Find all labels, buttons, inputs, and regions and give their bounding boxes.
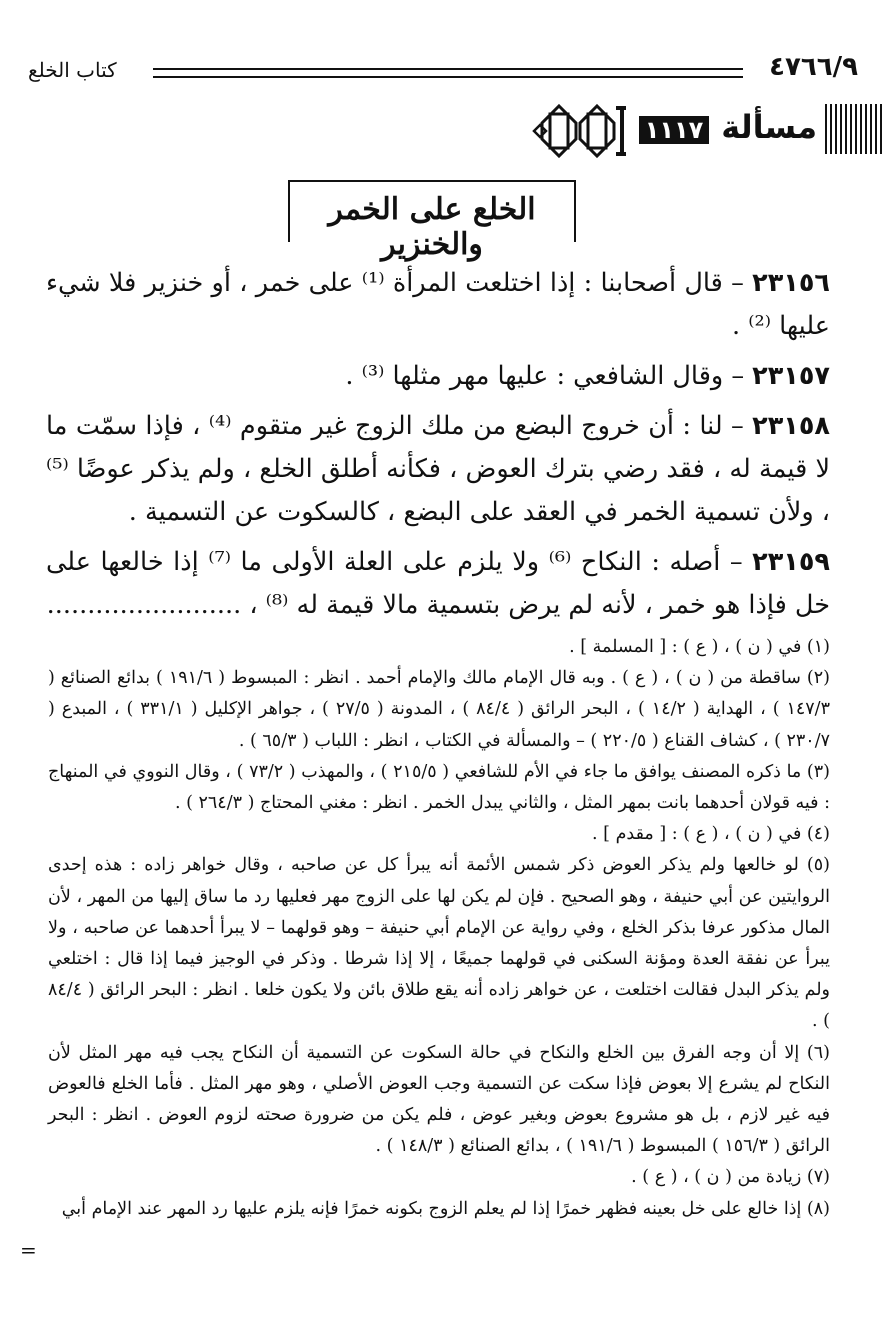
footnote: (٣) ما ذكره المصنف يوافق ما جاء في الأم للشافعي ( ٢١٥/٥ ) ، والمهذب ( ٧٣/٢ ) ، وقال النووي في المنهاج : فيه قولان أحدهما بانت بمهر المثل ، والثاني يبدل الخمر . انظر : مغني المحتاج ( ٢٦٤/٣ ) .	[48, 761, 830, 814]
book-title: كتاب الخلع	[28, 58, 117, 82]
geometric-ornament-icon	[530, 100, 630, 162]
header-rule	[153, 68, 743, 78]
page-number: ٤٧٦٦/٩	[769, 52, 858, 82]
paragraph-number: ٢٣١٥٦	[752, 268, 830, 298]
footnote: (٨) إذا خالع على خل بعينه فظهر خمرًا إذا لم يعلم الزوج بكونه خمرًا فإنه يلزم عليها رد المهر عند الإمام أبي	[61, 1198, 830, 1219]
masala-banner	[530, 100, 885, 162]
paragraph	[46, 405, 830, 534]
paragraph-text: – وقال الشافعي : عليها مهر مثلها ⁽³⁾ .	[345, 361, 753, 391]
footnote: (٦) إلا أن وجه الفرق بين الخلع والنكاح في حالة السكوت عن التسمية أن النكاح يجب فيه مهر المثل لأن النكاح لم يشرع إلا بعوض فإذا سكت عن التسمية وجب العوض الأصلي ، وهو مهر المثل . فأما الخلع فالعوض فيه غير لازم ، بل هو مشروع بعوض وبغير عوض ، فلم يكن من ضرورة صحته لزوم العوض . انظر : البحر الرائق ( ١٥٦/٣ ) المبسوط ( ١٩١/٦ ) ، بدائع الصنائع ( ١٤٨/٣ ) .	[48, 1042, 830, 1157]
footnote: (٢) ساقطة من ( ن ) ، ( ع ) . وبه قال الإمام مالك والإمام أحمد . انظر : المبسوط ( ١٩١/٦ ) بدائع الصنائع ( ١٤٧/٣ ) ، الهداية ( ١٤/٢ ) ، البحر الرائق ( ٨٤/٤ ) ، المدونة ( ٢٧/٥ ) ، جواهر الإكليل ( ٣٣١/١ ) ، المبدع ( ٢٣٠/٧ ) ، كشاف القناع ( ٢٢٠/٥ ) – والمسألة في الكتاب ، انظر : اللباب ( ٦٥/٣ ) .	[48, 668, 830, 751]
footnote: (٧) زيادة من ( ن ) ، ( ع ) .	[631, 1167, 830, 1188]
paragraph-text: – قال أصحابنا : إذا اختلعت المرأة ⁽¹⁾ على خمر ، أو خنزير فلا شيء عليها ⁽²⁾ .	[46, 268, 830, 341]
barcode-ornament	[825, 104, 885, 154]
footnote: (٤) في ( ن ) ، ( ع ) : [ مقدم ] .	[592, 824, 830, 845]
footnote: (٥) لو خالعها ولم يذكر العوض ذكر شمس الأئمة أنه يبرأ كل عن صاحبه ، وقال خواهر زاده : هذه إحدى الروايتين عن أبي حنيفة ، وهو الصحيح . فإن لم يكن لها على الزوج مهر فعليها رد ما ساق إليها من المهر ، لأن المال مذكور عرفا بذكر الخلع ، وفي رواية عن الإمام أبي حنيفة – وهو قولهما – لا يبرأ أحدهما عن صاحبه ، ولا يبرأ عن نفقة العدة ومؤنة السكنى في قولهما جميعًا ، إلا إذا شرطا . وذكر في الوجيز فيما إذا قال : اختلعي ولم يذكر البدل فقالت اختلعت ، عن خواهر زاده أنه يقع طلاق بائن ولا يكون خلعا . انظر : البحر الرائق ( ٨٤/٤ ) .	[48, 855, 830, 1032]
paragraph	[46, 262, 830, 348]
masala-label: مسألة	[721, 108, 817, 146]
footnotes	[48, 632, 830, 1225]
paragraph	[46, 355, 830, 398]
masala-number: ١١١٧	[639, 116, 709, 144]
footnote: (١) في ( ن ) ، ( ع ) : [ المسلمة ] .	[569, 637, 830, 657]
paragraph-text: – لنا : أن خروج البضع من ملك الزوج غير متقوم ⁽⁴⁾ ، فإذا سمّت ما لا قيمة له ، فقد رضي بترك العوض ، فكأنه أطلق الخلع ، ولم يذكر عوضًا ⁽⁵⁾ ، ولأن تسمية الخمر في العقد على البضع ، كالسكوت عن التسمية .	[46, 411, 830, 527]
running-header	[28, 52, 858, 86]
section-title: الخلع على الخمر والخنزير	[328, 192, 536, 262]
continuation-mark: =	[20, 1238, 37, 1262]
paragraph-number: ٢٣١٥٧	[752, 361, 830, 391]
paragraph	[46, 541, 830, 627]
paragraph-number: ٢٣١٥٨	[752, 411, 830, 441]
paragraph-number: ٢٣١٥٩	[752, 547, 830, 577]
paragraph-text: – أصله : النكاح ⁽⁶⁾ ولا يلزم على العلة الأولى ما ⁽⁷⁾ إذا خالعها على خل فإذا هو خمر ، لأنه لم يرض بتسمية مالا قيمة له ⁽⁸⁾ ، ........................	[46, 547, 830, 620]
main-text	[46, 262, 830, 634]
